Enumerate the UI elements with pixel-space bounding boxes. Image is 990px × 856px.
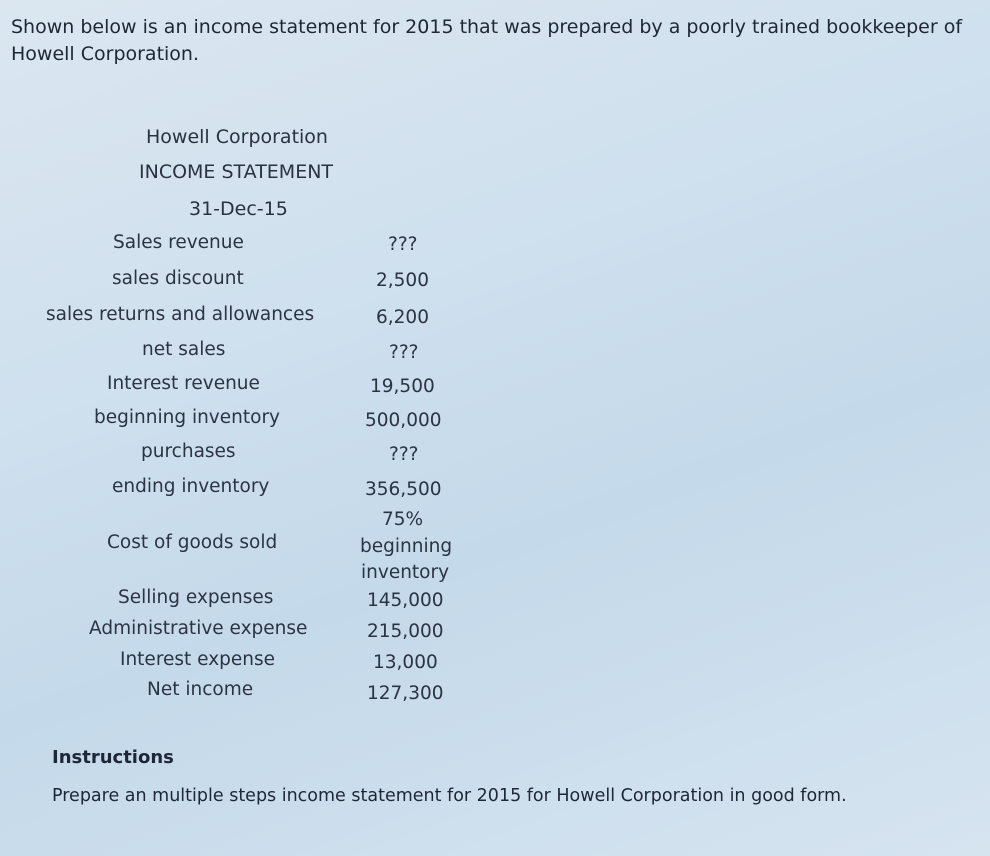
row-label-net-sales: net sales bbox=[142, 339, 226, 360]
row-value-beginning-inventory: 500,000 bbox=[365, 410, 442, 431]
row-value-sales-revenue: ??? bbox=[388, 234, 418, 255]
intro-text: Shown below is an income statement for 2015 that was prepared by a poorly trained bookkeeper of Howell Corporation. bbox=[11, 16, 963, 65]
row-value-cogs-basis-1: beginning bbox=[360, 536, 453, 557]
row-value-selling-expenses: 145,000 bbox=[367, 590, 444, 611]
row-value-interest-expense: 13,000 bbox=[373, 652, 438, 673]
statement-title: INCOME STATEMENT bbox=[139, 161, 334, 183]
row-label-administrative-expense: Administrative expense bbox=[89, 618, 308, 639]
row-value-sales-returns: 6,200 bbox=[376, 307, 429, 328]
row-label-cost-of-goods-sold: Cost of goods sold bbox=[107, 532, 278, 553]
row-label-ending-inventory: ending inventory bbox=[112, 476, 270, 497]
row-label-interest-revenue: Interest revenue bbox=[107, 373, 260, 394]
row-label-selling-expenses: Selling expenses bbox=[118, 587, 274, 608]
row-label-beginning-inventory: beginning inventory bbox=[94, 407, 280, 428]
row-value-administrative-expense: 215,000 bbox=[367, 621, 444, 642]
instructions-text: Prepare an multiple steps income statement for 2015 for Howell Corporation in good form. bbox=[52, 786, 847, 806]
statement-date: 31-Dec-15 bbox=[189, 198, 288, 220]
row-label-sales-returns: sales returns and allowances bbox=[46, 304, 315, 325]
row-label-sales-discount: sales discount bbox=[112, 268, 244, 289]
row-value-net-sales: ??? bbox=[389, 342, 419, 363]
row-label-sales-revenue: Sales revenue bbox=[113, 232, 244, 253]
instructions-heading: Instructions bbox=[52, 747, 174, 768]
row-value-cogs-percent: 75% bbox=[382, 509, 424, 530]
row-label-interest-expense: Interest expense bbox=[120, 649, 276, 670]
company-name: Howell Corporation bbox=[146, 126, 328, 148]
row-value-purchases: ??? bbox=[389, 444, 419, 465]
row-label-net-income: Net income bbox=[147, 679, 254, 700]
row-value-cogs-basis-2: inventory bbox=[361, 562, 450, 583]
row-label-purchases: purchases bbox=[141, 441, 236, 462]
row-value-interest-revenue: 19,500 bbox=[370, 376, 435, 397]
row-value-net-income: 127,300 bbox=[367, 683, 444, 704]
row-value-sales-discount: 2,500 bbox=[376, 270, 429, 291]
row-value-ending-inventory: 356,500 bbox=[365, 479, 442, 500]
